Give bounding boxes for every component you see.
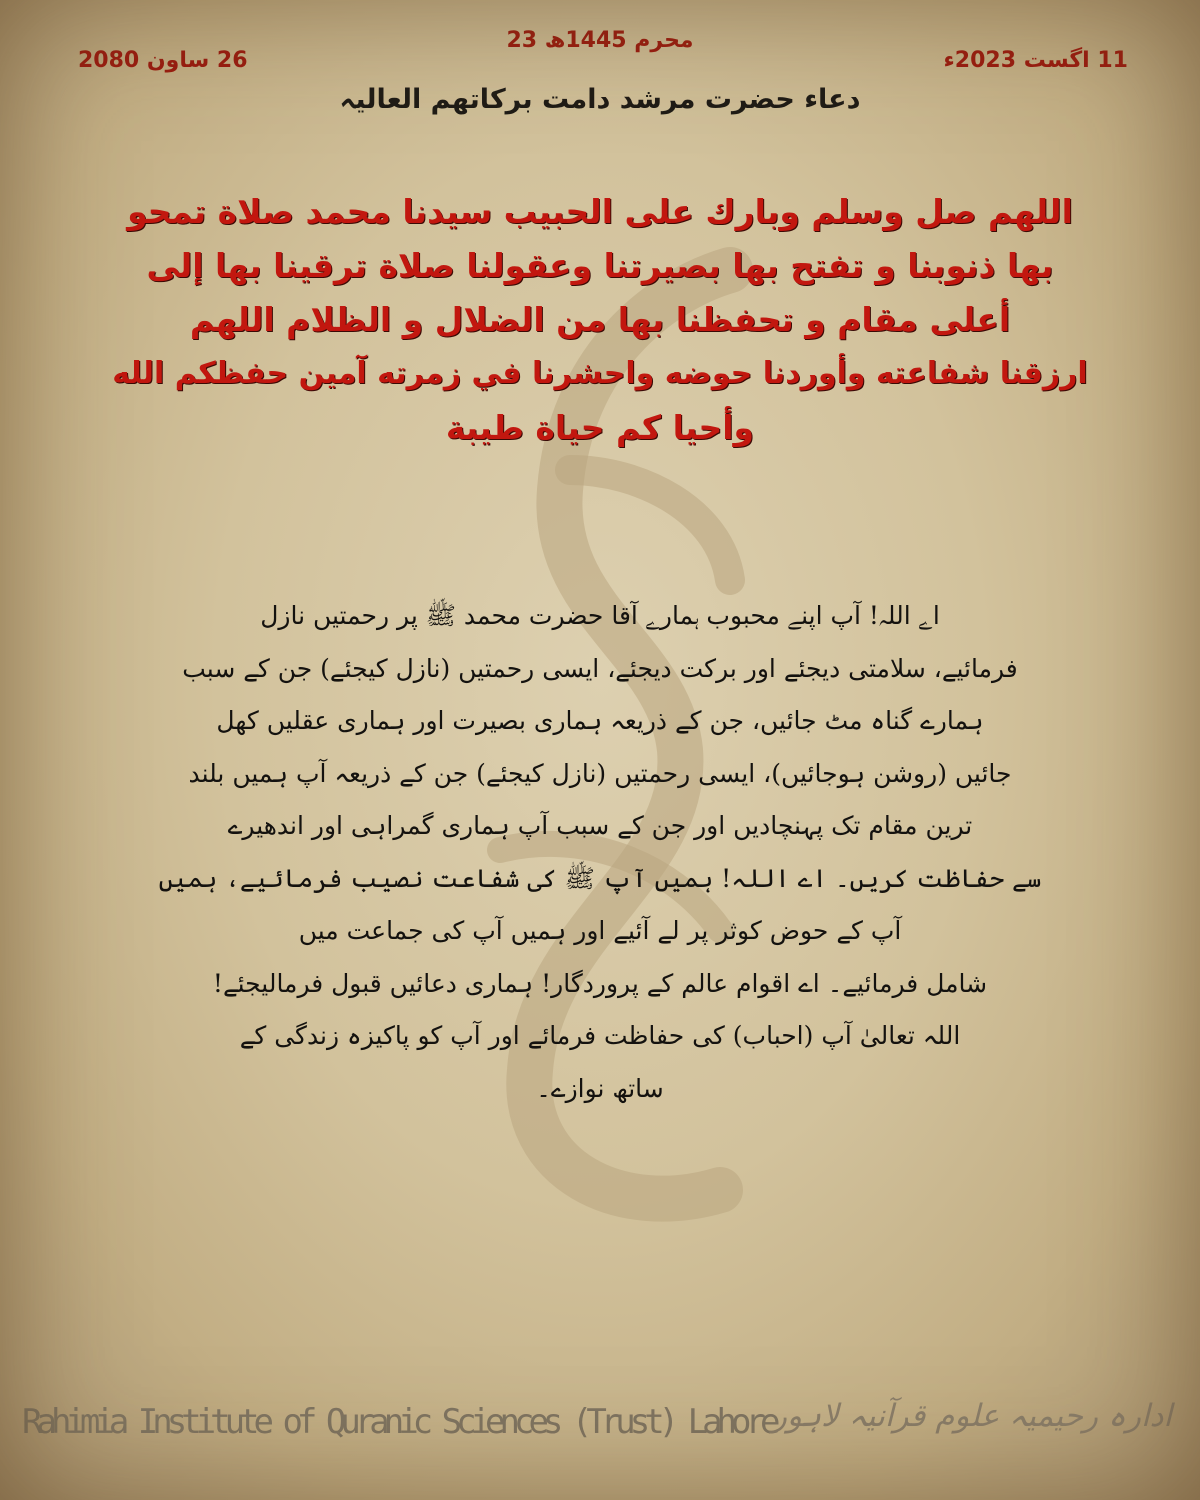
urdu-translation [150,590,1050,1115]
hijri-date: 23 محرم 1445ھ [506,28,694,53]
urdu-line: جائیں (روشن ہوجائیں)، ایسی رحمتیں (نازل کیجئے) جن کے ذریعہ آپ ہمیں بلند [188,758,1012,788]
urdu-line: ترین مقام تک پہنچادیں اور جن کے سبب آپ ہماری گمراہی اور اندھیرے [227,811,973,840]
urdu-line: ساتھ نوازے۔ [536,1073,664,1103]
arabic-prayer [100,185,1100,455]
urdu-line: اے اللہ! آپ اپنے محبوب ہمارے آقا حضرت محمد ﷺ پر رحمتیں نازل [260,601,940,630]
arabic-line: أعلى مقام و تحفظنا بها من الضلال و الظلام اللهم [189,300,1011,339]
urdu-line: فرمائیے، سلامتی دیجئے اور برکت دیجئے، ایسی رحمتیں (نازل کیجئے) جن کے سبب [182,653,1018,683]
gregorian-date: 11 اگست 2023ء [943,48,1128,73]
urdu-line: سے حفاظت کریں۔ اے اللہ! ہمیں آپ ﷺ کی شفاعت نصیب فرمائیے، ہمیں [158,863,1042,893]
institute-logo-urdu: ادارہ رحیمیہ علوم قرآنیہ لاہور [772,1398,1172,1434]
arabic-line: بها ذنوبنا و تفتح بها بصيرتنا وعقولنا صلاة ترقينا بها إلى [146,246,1054,285]
arabic-line: اللهم صل وسلم وبارك على الحبيب سيدنا محمد صلاة تمحو [127,192,1073,231]
urdu-line: ہمارے گناہ مٹ جائیں، جن کے ذریعہ ہماری بصیرت اور ہماری عقلیں کھل [216,706,984,735]
urdu-line: شامل فرمائیے۔ اے اقوام عالم کے پروردگار! ہماری دعائیں قبول فرمالیجئے! [212,968,988,998]
urdu-line: اللہ تعالیٰ آپ (احباب) کی حفاظت فرمائے اور آپ کو پاکیزہ زندگی کے [239,1021,961,1050]
bikrami-date: 26 ساون 2080 [78,48,248,73]
arabic-line: وأحيا كم حياة طيبة [445,408,755,447]
arabic-line: ارزقنا شفاعته وأوردنا حوضه واحشرنا في زمرته آمين حفظكم الله [112,356,1088,391]
institute-name-english: Rahimia Institute of Quranic Sciences (Trust) Lahore [22,1402,775,1442]
urdu-line: آپ کے حوض کوثر پر لے آئیے اور ہمیں آپ کی جماعت میں [298,916,902,945]
page-title: دعاء حضرت مرشد دامت برکاتھم العالیہ [339,84,861,115]
